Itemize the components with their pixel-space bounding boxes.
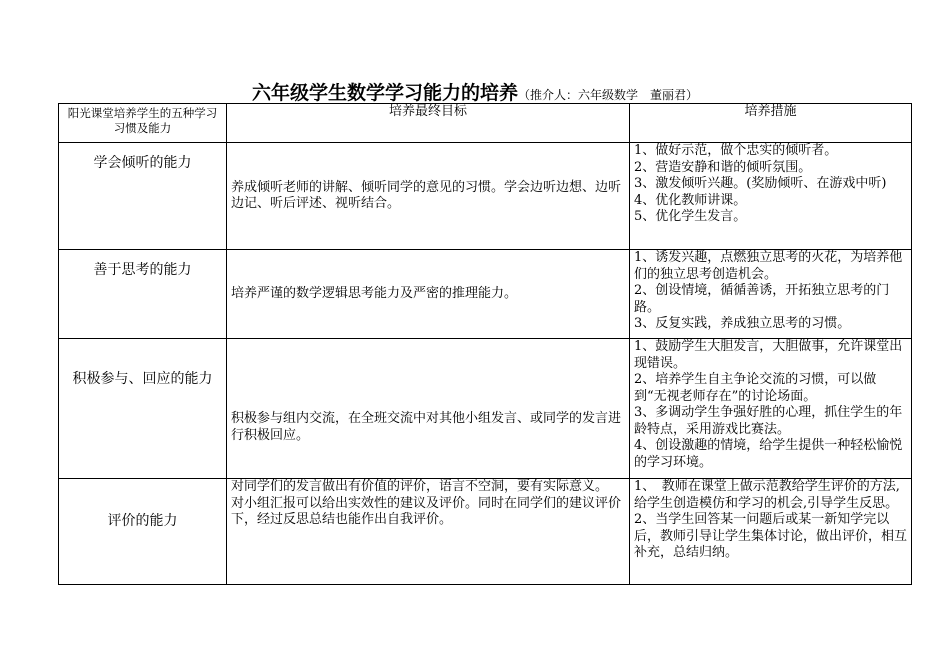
ability-cell: 评价的能力 [59,479,227,585]
header-abilities: 阳光课堂培养学生的五种学习习惯及能力 [59,104,227,143]
goal-line: 对同学们的发言做出有价值的评价，语言不空洞，要有实际意义。 [231,479,609,494]
title-presenter: （推介人：六年级数学 董丽君） [518,88,699,102]
measure-item: 1、鼓励学生大胆发言，大胆做事，允许课堂出现错误。 [634,339,903,371]
measure-item: 2、创设情境，循循善诱，开拓独立思考的门路。 [634,283,890,315]
table-row-thinking [59,250,912,339]
ability-cell: 善于思考的能力 [59,250,227,339]
measure-item: 3、多调动学生争强好胜的心理，抓住学生的年龄特点，采用游戏比赛法。 [634,405,903,437]
table-row-evaluation [59,479,912,585]
measures-cell [630,250,912,339]
measure-item: 5、优化学生发言。 [634,209,747,224]
goal-cell [227,479,630,585]
header-goal: 培养最终目标 [227,104,630,143]
document-title [0,78,950,105]
ability-cell: 学会倾听的能力 [59,143,227,250]
measure-item: 4、优化教师讲课。 [634,192,747,208]
table-header-row [59,104,912,143]
measure-item: 4、创设激趣的情境，给学生提供一种轻松愉悦的学习环境。 [634,438,903,470]
measure-item: 2、当学生回答某一问题后或某一新知学完以后，教师引导让学生集体讨论，做出评价，相互补充，总结归纳。 [634,512,908,560]
measure-item: 3、激发倾听兴趣。(奖励倾听、在游戏中听) [634,176,887,191]
goal-line: 对小组汇报可以给出实效性的建议及评价。同时在同学们的建议评价下，经过反思总结也能作出自我评价。 [231,495,622,527]
table-row-participation [59,339,912,479]
ability-table [58,103,912,585]
measure-item: 3、反复实践，养成独立思考的习惯。 [634,316,851,331]
ability-cell: 积极参与、回应的能力 [59,339,227,479]
header-measures: 培养措施 [630,104,912,143]
measure-item: 1、做好示范，做个忠实的倾听者。 [634,143,838,158]
measures-cell [630,339,912,479]
measure-item: 2、营造安静和谐的倾听氛围。 [634,159,812,175]
measure-item: 1、诱发兴趣，点燃独立思考的火花，为培养他们的独立思考创造机会。 [634,250,903,282]
measures-cell [630,479,912,585]
table-row-listening [59,143,912,250]
goal-cell: 培养严谨的数学逻辑思考能力及严密的推理能力。 [227,250,630,339]
measure-item: 1、 教师在课堂上做示范教给学生评价的方法,给学生创造模仿和学习的机会,引导学生反思。 [634,479,900,511]
title-main: 六年级学生数学学习能力的培养 [251,82,518,104]
goal-cell: 积极参与组内交流，在全班交流中对其他小组发言、或同学的发言进行积极回应。 [227,339,630,479]
goal-cell: 养成倾听老师的讲解、倾听同学的意见的习惯。学会边听边想、边听边记、听后评述、视听结合。 [227,143,630,250]
measures-cell [630,143,912,250]
measure-item: 2、培养学生自主争论交流的习惯，可以做到“无视老师存在”的讨论场面。 [634,372,877,404]
